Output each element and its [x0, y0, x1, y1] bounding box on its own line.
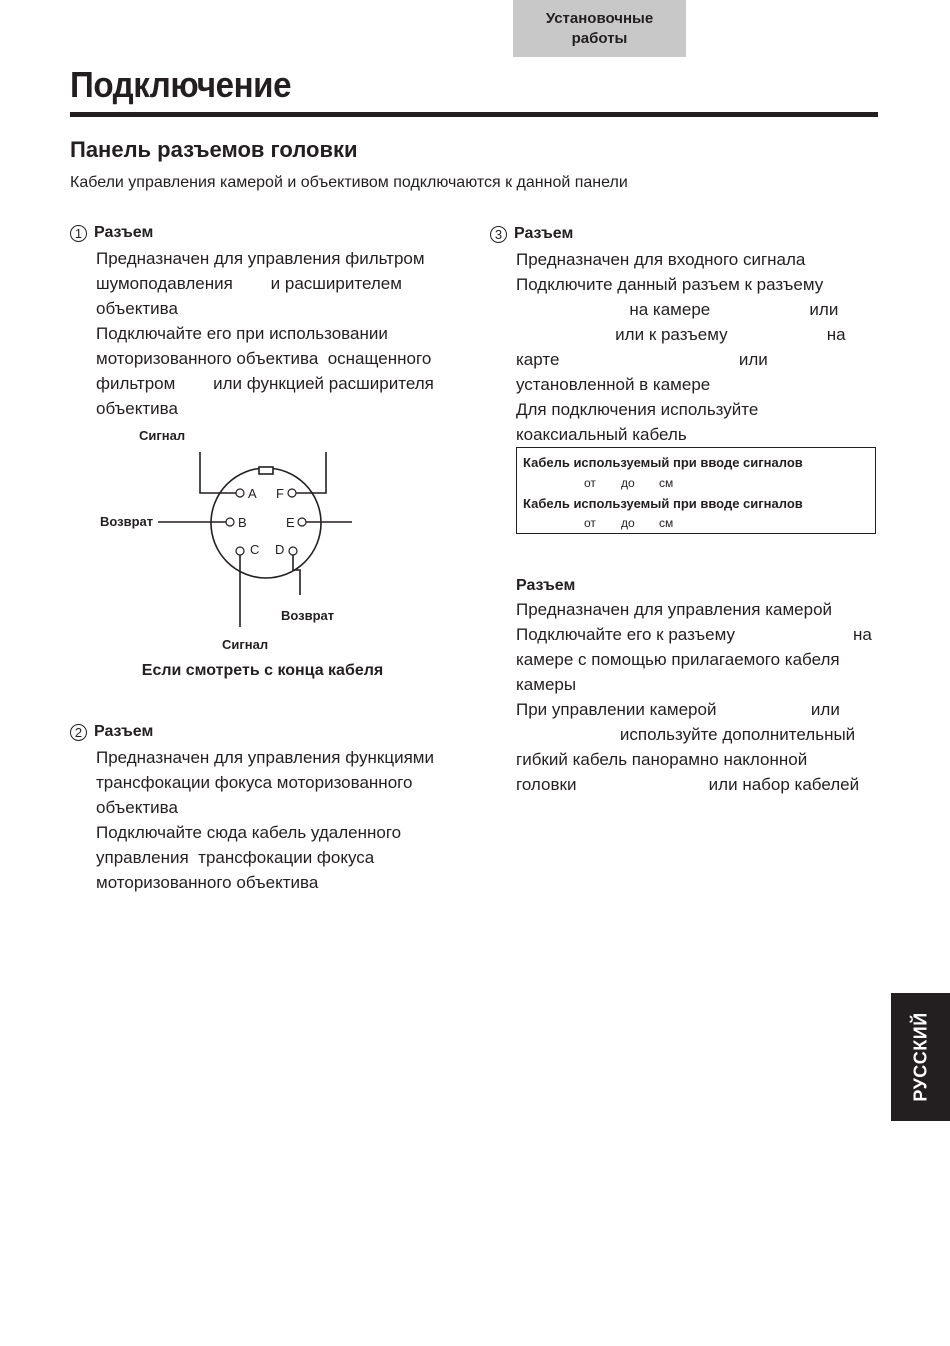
cable-row1-to: до [621, 476, 635, 490]
label-return-bottom: Возврат [281, 608, 335, 623]
item3-line: Для подключения используйте [516, 400, 759, 419]
item1-heading [70, 224, 153, 242]
item3-number: 3 [490, 226, 507, 243]
item1-line: объектива [96, 299, 178, 318]
item2-line: моторизованного объектива [96, 873, 319, 892]
item4-line: камеры [516, 675, 577, 694]
pin-label-d: D [275, 542, 285, 557]
item3-line: Предназначен для входного сигнала [516, 250, 806, 269]
pin-label-c: C [250, 542, 260, 557]
item4-line: гибкий кабель панорамно наклонной [516, 750, 808, 769]
section-tab [513, 0, 686, 57]
item3-line: карте или [516, 350, 768, 369]
pin-f [288, 489, 296, 497]
item3-line: Подключите данный разъем к разъему [516, 275, 824, 294]
item4-line: камере с помощью прилагаемого кабеля [516, 650, 840, 669]
pin-label-a: A [248, 486, 257, 501]
item1-body [96, 246, 434, 421]
item3-body [516, 247, 846, 447]
item3-heading [490, 225, 573, 243]
item3-line: установленной в камере [516, 375, 711, 394]
item2-heading [70, 723, 153, 741]
item1-line: моторизованного объектива оснащенного [96, 349, 432, 368]
intro-text: Кабели управления камерой и объективом подключаются к данной панели [70, 174, 628, 191]
item2-body [96, 745, 434, 895]
cable-row2-head: Кабель используемый при вводе сигналов [523, 496, 803, 511]
cable-row1-head: Кабель используемый при вводе сигналов [523, 455, 803, 470]
label-signal-bottom: Сигнал [222, 637, 269, 652]
item4-line: При управлении камерой или [516, 700, 840, 719]
item3-title: Разъем [514, 225, 574, 242]
item2-line: Подключайте сюда кабель удаленного [96, 823, 402, 842]
item4-line: Предназначен для управления камерой [516, 600, 833, 619]
cable-row1-unit: см [659, 476, 674, 490]
connector-pin-diagram [90, 420, 390, 660]
item3-line: на камере или [516, 300, 839, 319]
item2-line: трансфокации фокуса моторизованного [96, 773, 413, 792]
section-heading: Панель разъемов головки [70, 137, 358, 162]
item1-line: объектива [96, 399, 178, 418]
section-tab-label: Установочные работы [545, 9, 654, 47]
cable-row2-to: до [621, 516, 635, 530]
language-side-tab [891, 993, 950, 1121]
item4-line: головки или набор кабелей [516, 775, 860, 794]
pin-label-e: E [286, 515, 295, 530]
title-rule [70, 112, 878, 117]
item4-title: Разъем [516, 577, 576, 594]
pin-c [236, 547, 244, 555]
item2-line: Предназначен для управления функциями [96, 748, 434, 767]
cable-info-box [516, 447, 876, 534]
item2-line: управления трансфокации фокуса [96, 848, 375, 867]
item1-line: Подключайте его при использовании [96, 324, 388, 343]
pin-label-f: F [276, 486, 284, 501]
cable-row1-from: от [584, 476, 596, 490]
item3-line: коаксиальный кабель [516, 425, 687, 444]
item3-line: или к разъему на [516, 325, 846, 344]
pin-a [236, 489, 244, 497]
cable-row2-from: от [584, 516, 596, 530]
item1-line: Предназначен для управления фильтром [96, 249, 425, 268]
page-title: Подключение [70, 64, 292, 105]
language-label: РУССКИЙ [910, 1012, 930, 1102]
item1-line: фильтром или функцией расширителя [96, 374, 434, 393]
label-return-left: Возврат [100, 514, 154, 529]
pin-b [226, 518, 234, 526]
cable-row2-unit: см [659, 516, 674, 530]
item1-line: шумоподавления и расширителем [96, 274, 402, 293]
item2-title: Разъем [94, 723, 154, 740]
label-signal-top: Сигнал [139, 428, 186, 443]
item4-line: Подключайте его к разъему на [516, 625, 872, 644]
item4-heading [516, 577, 575, 595]
item4-body [516, 597, 872, 797]
pin-d [289, 547, 297, 555]
item2-line: объектива [96, 798, 178, 817]
item1-title: Разъем [94, 224, 154, 241]
pin-e [298, 518, 306, 526]
pin-label-b: B [238, 515, 247, 530]
diagram-caption: Если смотреть с конца кабеля [141, 662, 384, 679]
connector-outline [158, 452, 352, 627]
item2-number: 2 [70, 724, 87, 741]
item4-line: используйте дополнительный [516, 725, 856, 744]
item1-number: 1 [70, 225, 87, 242]
